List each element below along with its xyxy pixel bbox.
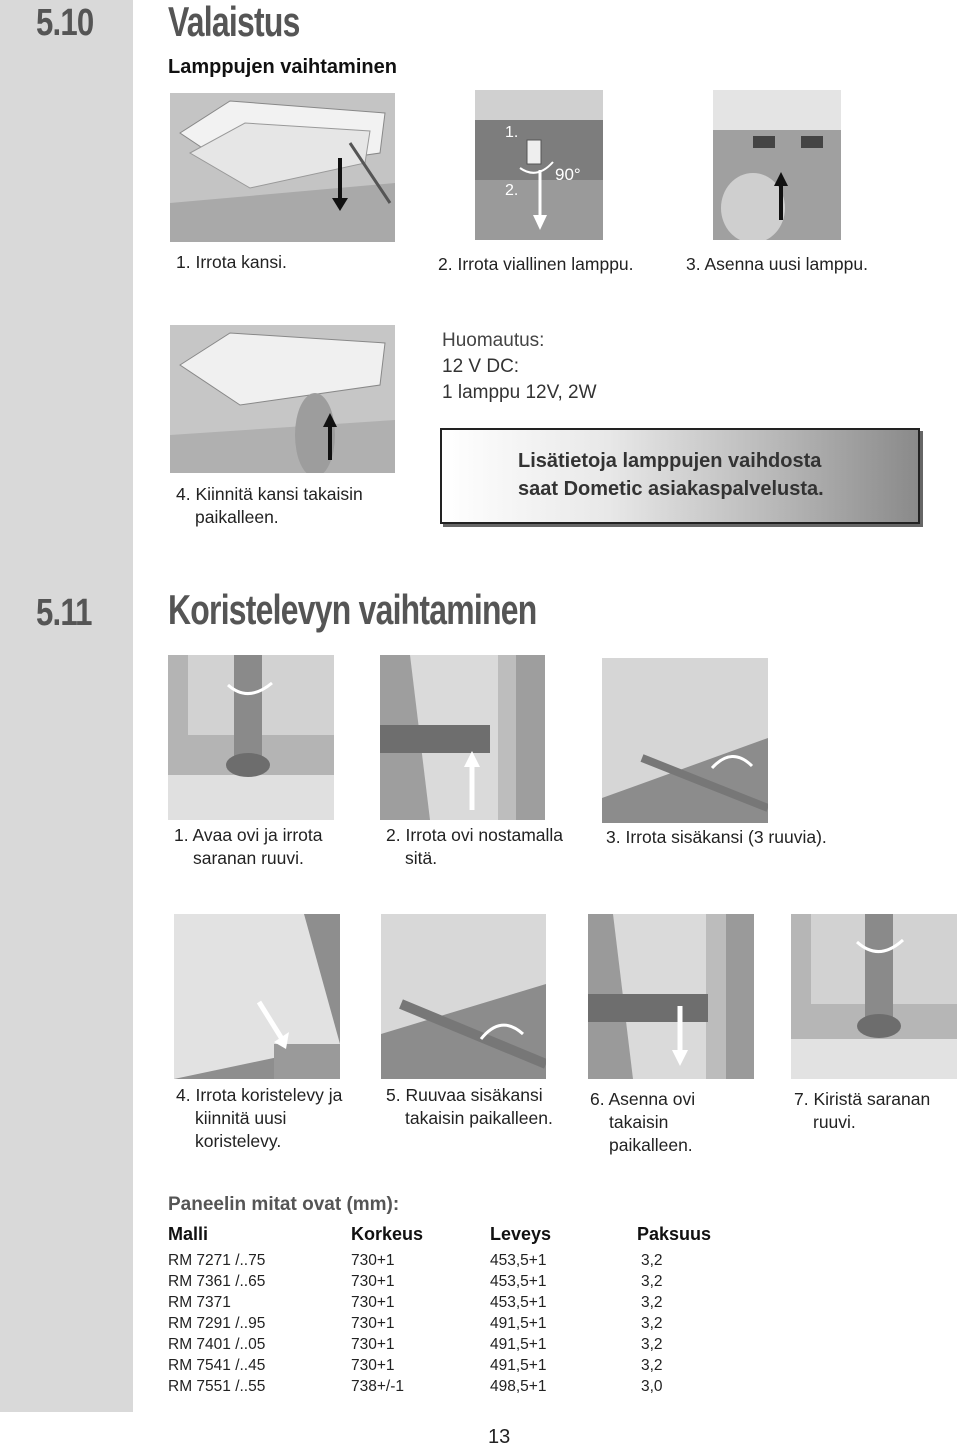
caption-511-4-line2: kiinnitä uusi — [195, 1108, 287, 1128]
photo-label-angle: 90° — [555, 165, 581, 184]
caption-511-4-line3: koristelevy. — [195, 1131, 282, 1151]
photo-install-door — [588, 914, 754, 1079]
dimensions-title: Paneelin mitat ovat (mm): — [168, 1194, 400, 1215]
caption-511-1-line2: saranan ruuvi. — [193, 848, 304, 868]
photo-replace-panel — [174, 914, 340, 1079]
caption-510-2: 2. Irrota viallinen lamppu. — [438, 254, 634, 274]
cell-thickness: 3,2 — [641, 1357, 663, 1374]
photo-label-1: 1. — [505, 124, 519, 141]
subsection-title: Lamppujen vaihtaminen — [168, 56, 397, 78]
column-header-height: Korkeus — [351, 1224, 424, 1244]
caption-511-6-line2: takaisin — [609, 1112, 669, 1132]
note-line-2: 1 lamppu 12V, 2W — [442, 382, 597, 403]
cell-model: RM 7401 /..05 — [168, 1336, 266, 1353]
section-number-510: 5.10 — [36, 2, 94, 44]
caption-511-5-line1: 5. Ruuvaa sisäkansi — [386, 1085, 543, 1105]
cell-model: RM 7291 /..95 — [168, 1315, 266, 1332]
caption-510-3: 3. Asenna uusi lamppu. — [686, 254, 868, 274]
caption-510-4-line1: 4. Kiinnitä kansi takaisin — [176, 484, 363, 504]
caption-511-4-line1: 4. Irrota koristelevy ja — [176, 1085, 343, 1105]
caption-511-7-line2: ruuvi. — [813, 1112, 856, 1132]
cell-thickness: 3,2 — [641, 1315, 663, 1332]
caption-511-5-line2: takaisin paikalleen. — [405, 1108, 553, 1128]
cell-thickness: 3,2 — [641, 1273, 663, 1290]
table-row — [168, 1252, 737, 1273]
cell-width: 491,5+1 — [490, 1336, 547, 1353]
photo-screw-inner-cover — [381, 914, 546, 1079]
cell-width: 498,5+1 — [490, 1378, 547, 1395]
info-box-line-1: Lisätietoja lamppujen vaihdosta — [518, 450, 822, 472]
cell-model: RM 7361 /..65 — [168, 1273, 266, 1290]
photo-tighten-hinge — [791, 914, 957, 1079]
section-title-510: Valaistus — [168, 0, 300, 45]
info-box — [440, 428, 920, 524]
caption-510-4 — [176, 483, 363, 529]
cell-height: 738+/-1 — [351, 1378, 405, 1395]
left-sidebar-band — [0, 0, 133, 1412]
cell-height: 730+1 — [351, 1315, 395, 1332]
caption-511-7-line1: 7. Kiristä saranan — [794, 1089, 931, 1109]
table-row — [168, 1336, 737, 1357]
caption-511-2-line1: 2. Irrota ovi nostamalla — [386, 825, 564, 845]
caption-510-4-line2: paikalleen. — [195, 507, 279, 527]
section-number-511: 5.11 — [36, 592, 92, 634]
info-box-line-2: saat Dometic asiakaspalvelusta. — [518, 478, 824, 500]
caption-511-4 — [176, 1084, 342, 1153]
cell-height: 730+1 — [351, 1357, 395, 1374]
page-number: 13 — [488, 1426, 511, 1448]
caption-511-6-line3: paikalleen. — [609, 1135, 693, 1155]
caption-511-2 — [386, 824, 563, 870]
cell-height: 730+1 — [351, 1273, 395, 1290]
caption-511-6-line1: 6. Asenna ovi — [590, 1089, 696, 1109]
caption-511-6 — [590, 1088, 695, 1157]
cell-thickness: 3,2 — [641, 1252, 663, 1269]
cell-model: RM 7371 — [168, 1294, 231, 1311]
note-line-1: 12 V DC: — [442, 356, 520, 377]
column-header-model: Malli — [168, 1224, 209, 1244]
cell-width: 491,5+1 — [490, 1357, 547, 1374]
cell-width: 453,5+1 — [490, 1294, 547, 1311]
table-row — [168, 1273, 737, 1294]
caption-511-1-line1: 1. Avaa ovi ja irrota — [174, 825, 323, 845]
caption-511-3: 3. Irrota sisäkansi (3 ruuvia). — [606, 827, 827, 847]
photo-remove-cover — [170, 93, 395, 242]
caption-511-5 — [386, 1084, 553, 1130]
cell-model: RM 7551 /..55 — [168, 1378, 266, 1395]
caption-510-1: 1. Irrota kansi. — [176, 252, 287, 272]
cell-model: RM 7271 /..75 — [168, 1252, 266, 1269]
table-row — [168, 1294, 737, 1315]
cell-model: RM 7541 /..45 — [168, 1357, 266, 1374]
photo-lift-door — [380, 655, 545, 820]
cell-height: 730+1 — [351, 1294, 395, 1311]
photo-open-door — [168, 655, 334, 820]
cell-height: 730+1 — [351, 1252, 395, 1269]
cell-width: 491,5+1 — [490, 1315, 547, 1332]
table-row — [168, 1378, 737, 1399]
note-title: Huomautus: — [442, 330, 545, 351]
cell-height: 730+1 — [351, 1336, 395, 1353]
note-block — [442, 328, 597, 406]
caption-511-2-line2: sitä. — [405, 848, 438, 868]
photo-remove-inner-cover — [602, 658, 768, 823]
column-header-width: Leveys — [490, 1224, 552, 1244]
table-header-row — [168, 1224, 737, 1252]
table-row — [168, 1357, 737, 1378]
section-title-511: Koristelevyn vaihtaminen — [168, 586, 537, 633]
dimensions-table — [168, 1224, 737, 1399]
caption-511-1 — [174, 824, 323, 870]
cell-thickness: 3,2 — [641, 1294, 663, 1311]
caption-511-7 — [794, 1088, 930, 1134]
table-row — [168, 1315, 737, 1336]
photo-remove-lamp — [475, 90, 603, 240]
cell-thickness: 3,2 — [641, 1336, 663, 1353]
photo-reattach-cover — [170, 325, 395, 473]
cell-thickness: 3,0 — [641, 1378, 663, 1395]
cell-width: 453,5+1 — [490, 1252, 547, 1269]
cell-width: 453,5+1 — [490, 1273, 547, 1290]
column-header-thickness: Paksuus — [637, 1224, 712, 1244]
photo-label-2: 2. — [505, 182, 519, 199]
photo-install-lamp — [713, 90, 841, 240]
